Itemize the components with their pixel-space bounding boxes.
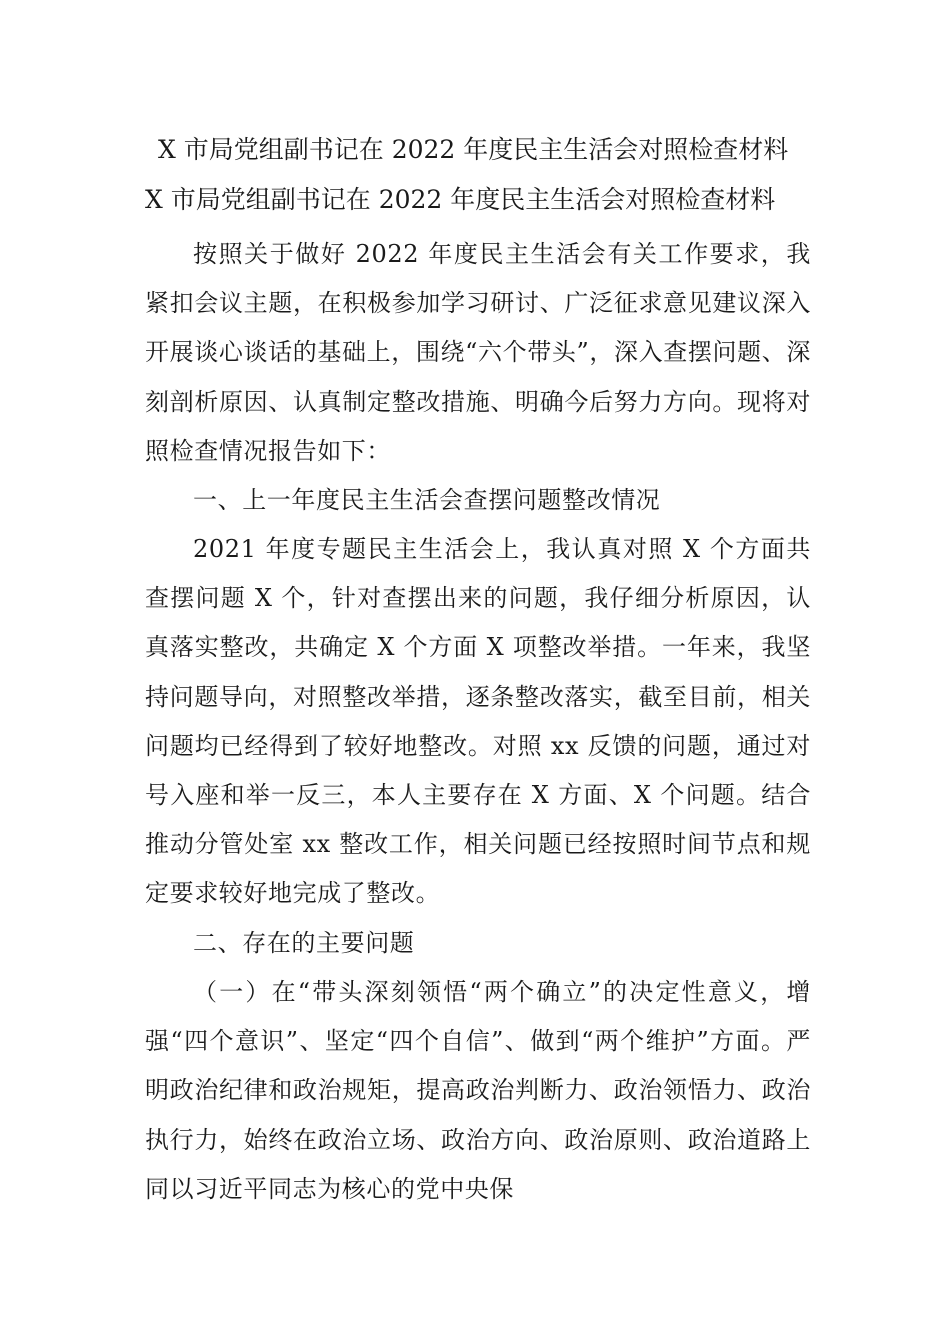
document-title: X 市局党组副书记在 2022 年度民主生活会对照检查材料 (158, 135, 789, 164)
problem-paragraph-block (145, 968, 811, 1214)
section-heading-2: 二、存在的主要问题 (193, 929, 415, 957)
rectification-paragraph-block (145, 525, 811, 919)
problem-paragraph: （一）在“带头深刻领悟“两个确立”的决定性意义，增强“四个意识”、坚定“四个自信”、做到“两个维护”方面。严明政治纪律和政治规矩，提高政治判断力、政治领悟力、政治执行力，始终在政治立场、政治方向、政治原则、政治道路上同以习近平同志为核心的党中央保 (145, 978, 811, 1203)
section-heading-1-block (145, 476, 811, 525)
intro-paragraph: 按照关于做好 2022 年度民主生活会有关工作要求，我紧扣会议主题，在积极参加学习研讨、广泛征求意见建议深入开展谈心谈话的基础上，围绕“六个带头”，深入查摆问题、深刻剖析原因、认真制定整改措施、明确今后努力方向。现将对照检查情况报告如下： (145, 240, 811, 465)
intro-paragraph-block (145, 230, 811, 476)
section-heading-1: 一、上一年度民主生活会查摆问题整改情况 (193, 486, 661, 514)
rectification-paragraph: 2021 年度专题民主生活会上，我认真对照 X 个方面共查摆问题 X 个，针对查摆出来的问题，我仔细分析原因，认真落实整改，共确定 X 个方面 X 项整改举措。一年来，我坚持问题导向，对照整改举措，逐条整改落实，截至目前，相关问题均已经得到了较好地整改。对照 xx 反馈的问题，通过对号入座和举一反三，本人主要存在 X 方面、X 个问题。结合推动分管处室 xx 整改工作，相关问题已经按照时间节点和规定要求较好地完成了整改。 (145, 535, 811, 908)
document-subtitle: X 市局党组副书记在 2022 年度民主生活会对照检查材料 (145, 185, 776, 214)
section-heading-2-block (145, 919, 811, 968)
